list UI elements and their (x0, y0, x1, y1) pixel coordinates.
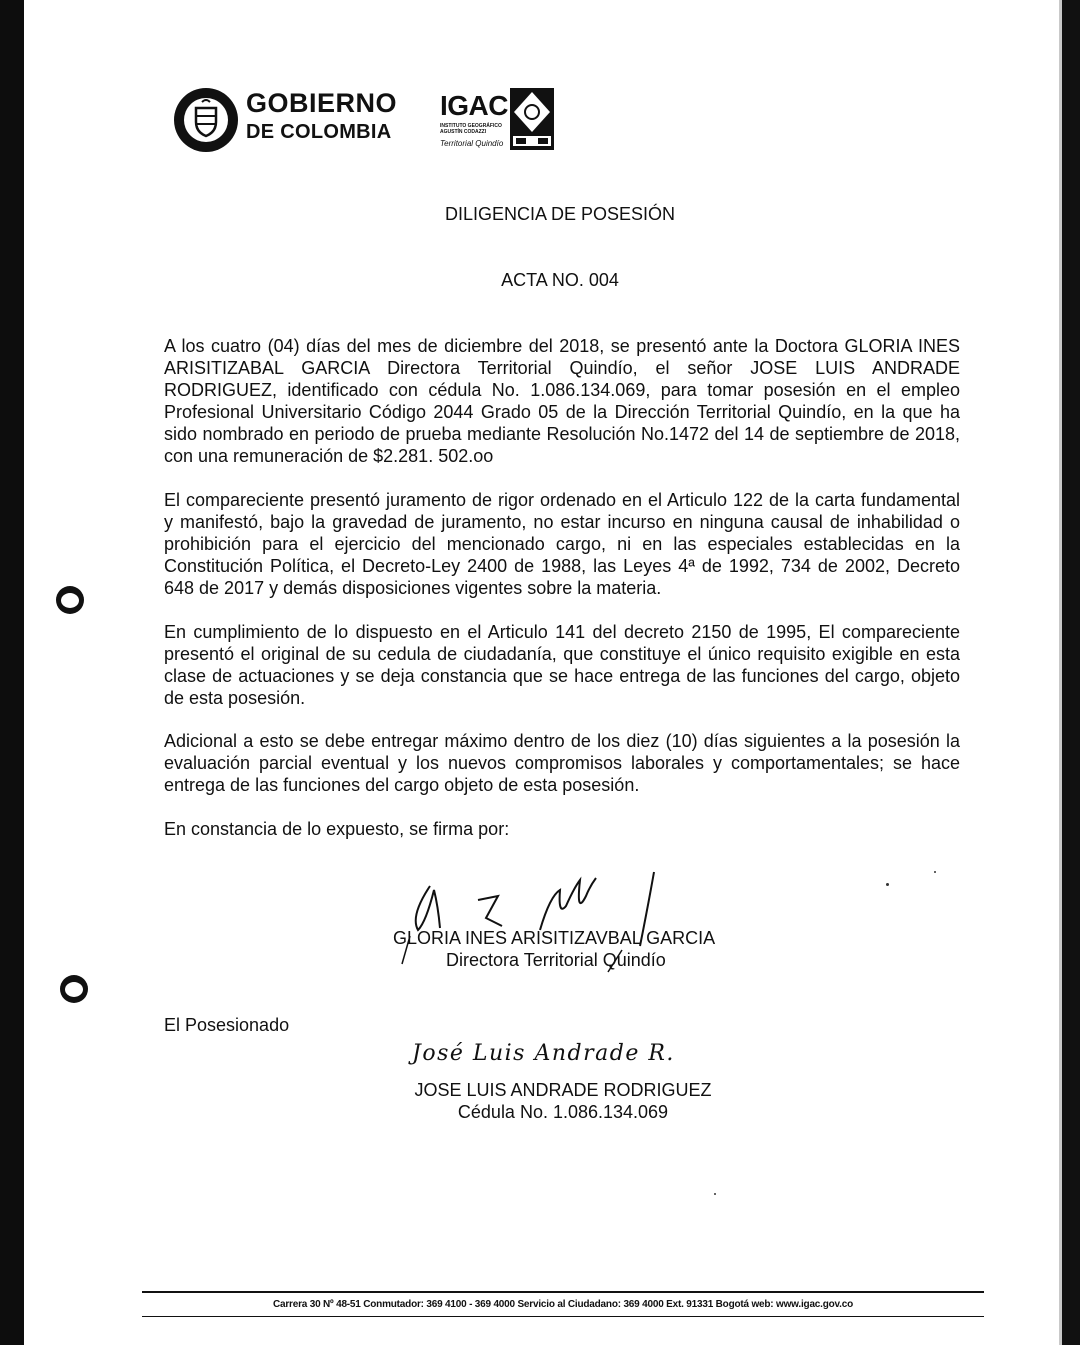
paragraph-2: El compareciente presentó juramento de rigor ordenado en el Articulo 122 de la carta fundamental y manifestó, bajo la gravedad de juramento, no estar incurso en ninguna causal de inhabilidad o prohibición para el ejercicio del mencionado cargo, ni en las especiales establecidas en la Constitución Política, el Decreto-Ley 2400 de 1988, las Leyes 4ª de 1992, 734 de 2002, Decreto 648 de 2017 y demás disposiciones vigentes sobre la materia. (164, 490, 960, 598)
scan-speck (886, 883, 889, 886)
scan-speck (934, 871, 936, 873)
director-role: Directora Territorial Quindío (446, 950, 666, 970)
director-name: GLORIA INES ARISITIZAVBAL GARCIA (393, 928, 716, 948)
footer-rule-bottom (142, 1316, 984, 1317)
igac-institute-name: INSTITUTO GEOGRÁFICO AGUSTÍN CODAZZI (440, 123, 502, 135)
paragraph-1: A los cuatro (04) días del mes de diciembre del 2018, se presentó ante la Doctora GLORIA INES ARISITIZABAL GARCIA Directora Territorial Quindío, el señor JOSE LUIS ANDRADE RODRIGUEZ, identificado con cédula No. 1.086.134.069, para tomar posesión en el empleo Profesional Universitario Código 2044 Grado 05 de la Dirección Territorial Quindío, en la que ha sido nombrado en periodo de prueba mediante Resolución No.1472 del 14 de septiembre de 2018, con una remuneración de $2.281. 502.oo (164, 336, 960, 466)
scan-speck (714, 1193, 716, 1195)
igac-acronym: IGAC (440, 90, 508, 121)
gobierno-subtitle: DE COLOMBIA (246, 121, 392, 143)
paragraph-4: Adicional a esto se debe entregar máximo dentro de los diez (10) días siguientes a la posesión la evaluación parcial eventual y los nuevos compromisos laborales y comportamentales; se hace entrega de las funciones del cargo objeto de esta posesión. (164, 731, 960, 795)
posesionado-id: Cédula No. 1.086.134.069 (457, 1102, 669, 1122)
posesionado-name: JOSE LUIS ANDRADE RODRIGUEZ (414, 1080, 712, 1100)
posesionado-label: El Posesionado (164, 1015, 290, 1035)
footer-contact: Carrera 30 Nº 48-51 Conmutador: 369 4100 - 369 4000 Servicio al Ciudadano: 369 4000 Ext. 91331 Bogotá web: www.igac.gov.co (272, 1299, 854, 1310)
scan-right-edge (1062, 0, 1080, 1345)
igac-flag-icon (510, 88, 554, 150)
footer-rule-top (142, 1291, 984, 1293)
closing-line: En constancia de lo expuesto, se firma por: (164, 819, 510, 839)
binder-hole-icon (60, 975, 88, 1003)
paragraph-3: En cumplimiento de lo dispuesto en el Articulo 141 del decreto 2150 de 1995, El compareciente presentó el original de su cedula de ciudadanía, que constituye el único requisito exigible en esta clase de actuaciones y se deja constancia que se hace entrega de las funciones del cargo, objeto de esta posesión. (164, 622, 960, 708)
posesionado-handwritten-signature: José Luis Andrade R. (412, 1041, 675, 1066)
igac-territorial: Territorial Quindío (440, 139, 504, 148)
document-title: DILIGENCIA DE POSESIÓN (444, 204, 676, 224)
scan-left-edge (0, 0, 24, 1345)
binder-hole-icon (56, 586, 84, 614)
gobierno-title: GOBIERNO (246, 88, 398, 118)
acta-number: ACTA NO. 004 (501, 270, 619, 290)
colombia-seal-icon (172, 86, 240, 154)
